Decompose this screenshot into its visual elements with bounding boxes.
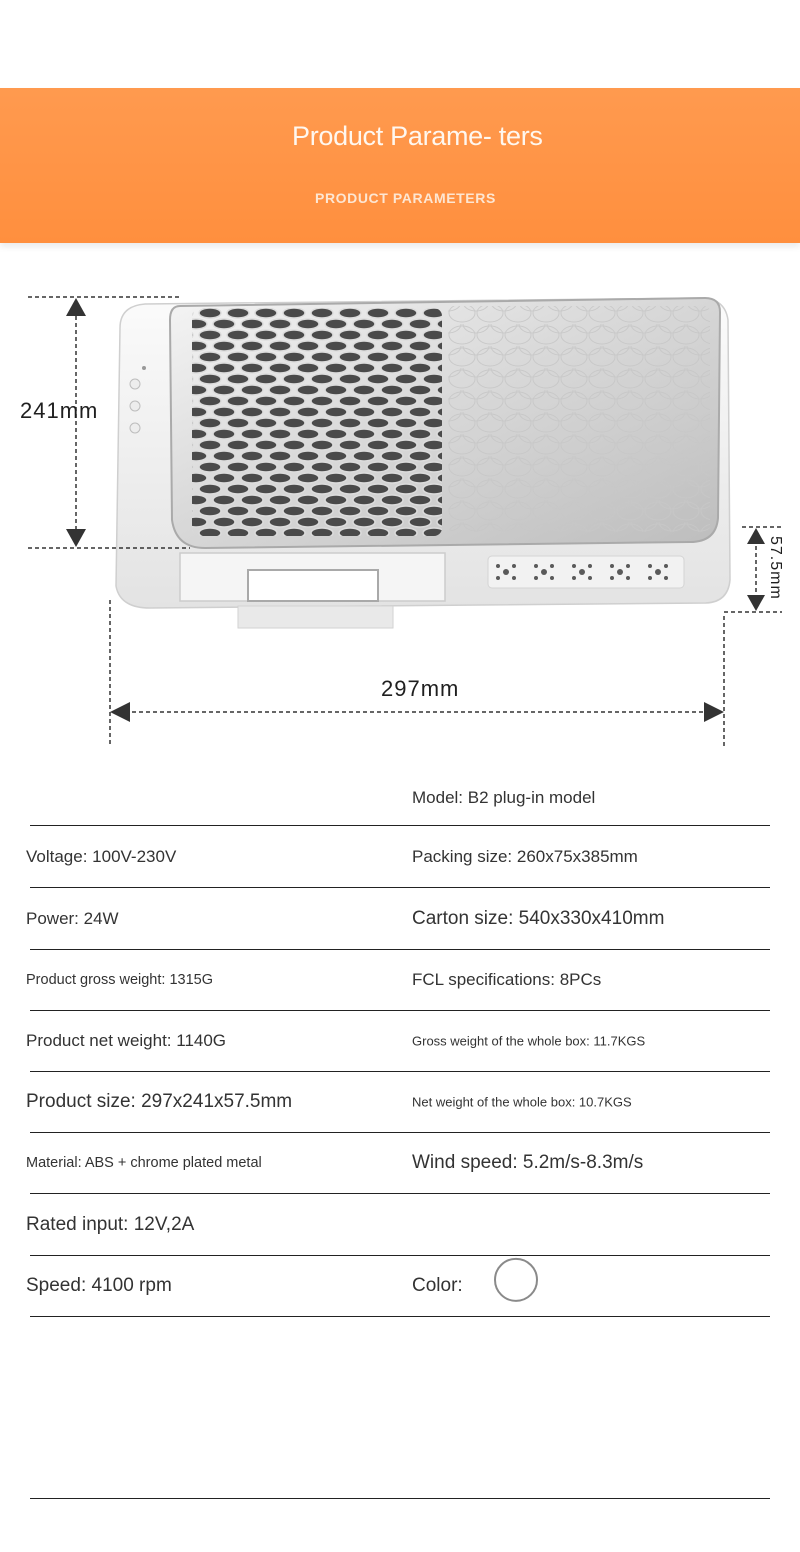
spec-left: Rated input: 12V,2A bbox=[26, 1213, 195, 1235]
depth-dimension-label: 57.5mm bbox=[767, 536, 784, 600]
spec-right-color: Color: bbox=[412, 1274, 463, 1296]
header-banner bbox=[0, 88, 800, 243]
width-dimension-label: 297mm bbox=[381, 676, 460, 701]
spec-left: Speed: 4100 rpm bbox=[26, 1274, 172, 1296]
spec-row bbox=[26, 1255, 770, 1317]
product-dimension-figure bbox=[0, 280, 800, 760]
spec-row bbox=[26, 888, 770, 950]
spec-right: Net weight of the whole box: 10.7KGS bbox=[412, 1094, 632, 1109]
spec-row bbox=[26, 826, 770, 888]
spec-row bbox=[26, 949, 770, 1011]
spec-right: Wind speed: 5.2m/s-8.3m/s bbox=[412, 1151, 644, 1173]
color-swatch-white bbox=[494, 1257, 538, 1301]
spec-right: Gross weight of the whole box: 11.7KGS bbox=[412, 1033, 646, 1048]
spec-row bbox=[26, 1071, 770, 1133]
page-title: Product Parame- ters bbox=[292, 121, 543, 151]
spec-row bbox=[26, 1194, 770, 1256]
height-dimension-label: 241mm bbox=[20, 398, 99, 423]
spec-left: Power: 24W bbox=[26, 908, 119, 928]
spec-row bbox=[30, 770, 770, 826]
spec-left: Product net weight: 1140G bbox=[26, 1030, 227, 1050]
spec-row bbox=[26, 1132, 770, 1194]
spec-left: Product size: 297x241x57.5mm bbox=[26, 1090, 293, 1112]
footer-divider bbox=[30, 1498, 770, 1499]
spec-right: Packing size: 260x75x385mm bbox=[412, 846, 638, 866]
page-subtitle: PRODUCT PARAMETERS bbox=[315, 190, 496, 206]
spec-row bbox=[26, 1010, 770, 1072]
spec-left: Product gross weight: 1315G bbox=[26, 971, 213, 988]
spec-right: Carton size: 540x330x410mm bbox=[412, 907, 665, 929]
spec-right: FCL specifications: 8PCs bbox=[412, 969, 602, 989]
spec-left: Voltage: 100V-230V bbox=[26, 846, 177, 866]
spec-right-model: Model: B2 plug-in model bbox=[412, 788, 596, 807]
spec-left: Material: ABS + chrome plated metal bbox=[26, 1154, 262, 1171]
